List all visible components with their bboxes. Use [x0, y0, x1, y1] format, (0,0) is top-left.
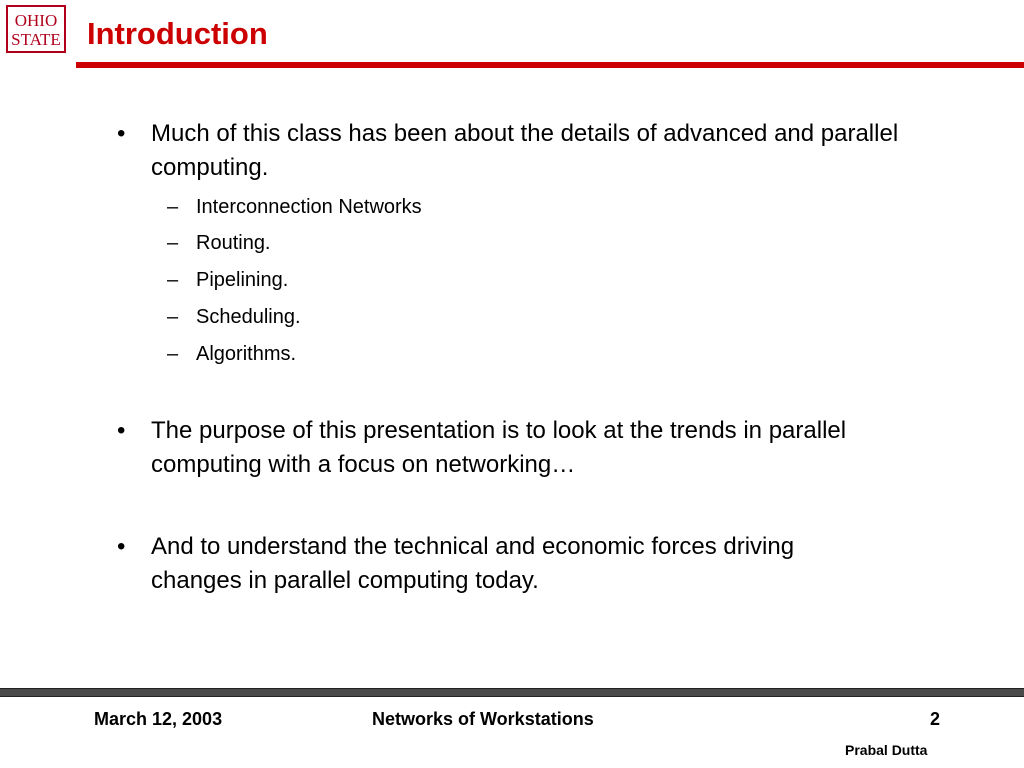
sub-bullet-marker: –	[167, 196, 179, 218]
sub-bullet-text: Routing.	[196, 232, 271, 254]
sub-bullet-text: Algorithms.	[196, 343, 297, 365]
sub-bullet-marker: –	[167, 306, 179, 328]
logo-line-1: OHIO	[14, 11, 58, 30]
logo-line-2: STATE	[11, 30, 61, 49]
slide-number: 2	[929, 709, 940, 729]
sub-bullet-marker: –	[167, 232, 179, 254]
footer-author: Prabal Dutta	[845, 742, 928, 758]
footer-date: March 12, 2003	[94, 709, 223, 729]
sub-bullet-marker: –	[167, 269, 179, 291]
sub-bullet-text: Scheduling.	[196, 306, 301, 328]
sub-bullet-text: Interconnection Networks	[196, 196, 422, 218]
bullet-marker: •	[117, 533, 126, 560]
bullet-marker: •	[117, 120, 126, 147]
bullet-text: Much of this class has been about the details of advanced and parallel computing.	[151, 120, 899, 181]
bullet-marker: •	[117, 417, 126, 444]
footer-presentation-title: Networks of Workstations	[372, 709, 594, 729]
bullet-text: The purpose of this presentation is to look at the trends in parallel computing with a focus on networking…	[151, 417, 847, 478]
sub-bullet-marker: –	[167, 343, 179, 365]
footer-rule	[0, 688, 1024, 697]
slide-title: Introduction	[87, 16, 268, 51]
bullet-text: And to understand the technical and economic forces driving changes in parallel computing today.	[151, 533, 795, 594]
sub-bullet-text: Pipelining.	[196, 269, 289, 291]
